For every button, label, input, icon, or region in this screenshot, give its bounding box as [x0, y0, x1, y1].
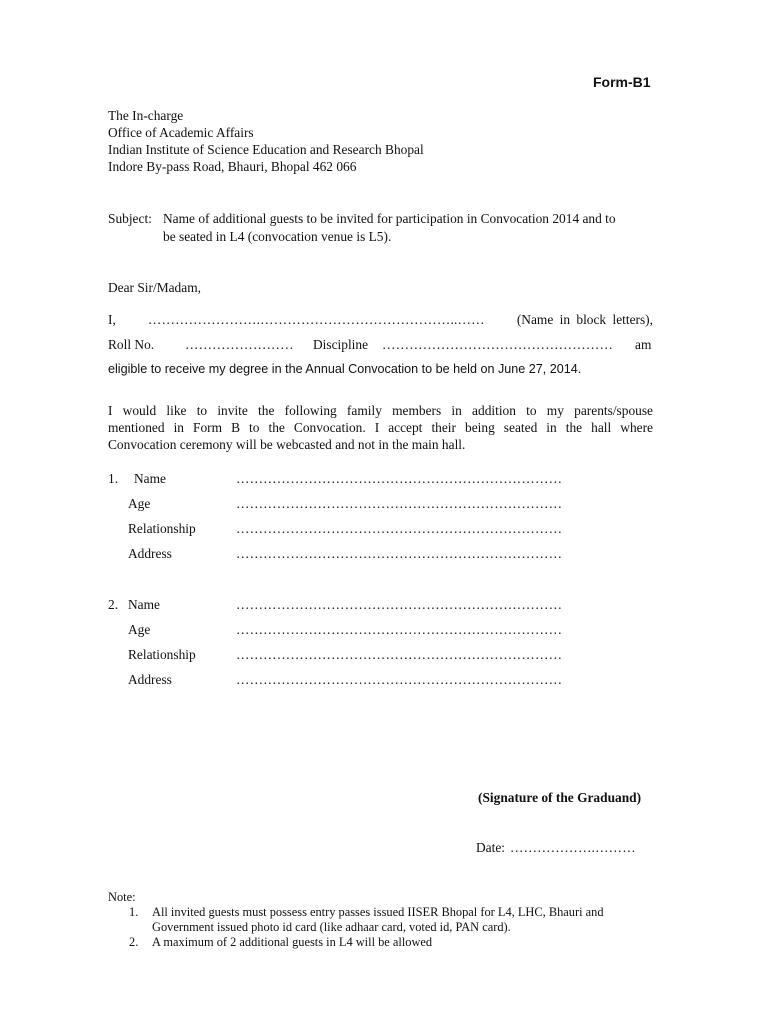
guest-2-relationship-dots: ………………………………………………………………: [236, 647, 563, 662]
note-1-line-2: Government issued photo id card (like adhaar card, voted id, PAN card).: [152, 920, 511, 934]
declaration-start: I,: [108, 312, 116, 327]
address-line-2: Office of Academic Affairs: [108, 125, 254, 140]
note-2-line-1: A maximum of 2 additional guests in L4 will be allowed: [152, 935, 433, 949]
note-2-number: 2.: [129, 935, 139, 949]
invite-line-3: Convocation ceremony will be webcasted and not in the main hall.: [108, 437, 466, 452]
guest-2-name-label: Name: [128, 597, 160, 612]
note-1-number: 1.: [129, 905, 139, 919]
guest-1-name-dots: ………………………………………………………………: [236, 471, 563, 486]
form-id: Form-B1: [593, 74, 651, 90]
subject-label: Subject:: [108, 211, 152, 226]
address-line-1: The In-charge: [108, 108, 184, 123]
guest-2-age-dots: ………………………………………………………………: [236, 622, 563, 637]
date-dots: ……………….………: [510, 840, 636, 855]
am-text: am: [635, 337, 652, 352]
address-line-3: Indian Institute of Science Education and Research Bhopal: [108, 142, 424, 157]
roll-dots: ……………………: [185, 337, 294, 352]
guest-1-relationship-label: Relationship: [128, 521, 196, 536]
discipline-label: Discipline: [313, 337, 369, 352]
signature-label: (Signature of the Graduand): [478, 790, 642, 805]
guest-2-name-dots: ………………………………………………………………: [236, 597, 563, 612]
roll-label: Roll No.: [108, 337, 155, 352]
guest-1-age-dots: ………………………………………………………………: [236, 496, 563, 511]
subject-line-2: be seated in L4 (convocation venue is L5).: [163, 229, 392, 244]
guest-1-name-label: Name: [134, 471, 166, 486]
name-dots: …………………….……………………………………..……: [147, 312, 485, 327]
invite-line-2: mentioned in Form B to the Convocation. I accept their being seated in the hall where: [108, 420, 653, 435]
declaration-line-1: [108, 313, 653, 326]
date-label: Date:: [476, 840, 505, 855]
note-title: Note:: [108, 890, 136, 904]
salutation: Dear Sir/Madam,: [108, 280, 201, 295]
guest-1-address-dots: ………………………………………………………………: [236, 546, 563, 561]
address-line-4: Indore By-pass Road, Bhauri, Bhopal 462 066: [108, 159, 357, 174]
guest-2-address-dots: ………………………………………………………………: [236, 672, 563, 687]
subject-line-1: Name of additional guests to be invited for participation in Convocation 2014 and to: [163, 211, 616, 226]
guest-1-relationship-dots: ………………………………………………………………: [236, 521, 563, 536]
guest-2-address-label: Address: [128, 672, 172, 687]
invite-line-1: I would like to invite the following family members in addition to my parents/spouse: [108, 403, 653, 418]
declaration-line-3: eligible to receive my degree in the Annual Convocation to be held on June 27, 2014.: [108, 362, 582, 376]
discipline-dots: ……………………………………………: [382, 337, 614, 352]
guest-1-age-label: Age: [128, 496, 151, 511]
note-1-line-1: All invited guests must possess entry passes issued IISER Bhopal for L4, LHC, Bhauri and: [152, 905, 604, 919]
guest-2-relationship-label: Relationship: [128, 647, 196, 662]
guest-2-age-label: Age: [128, 622, 151, 637]
guest-1-address-label: Address: [128, 546, 172, 561]
guest-2-number: 2.: [108, 597, 119, 612]
guest-1-number: 1.: [108, 471, 119, 486]
name-hint: (Name in block letters),: [516, 312, 653, 327]
